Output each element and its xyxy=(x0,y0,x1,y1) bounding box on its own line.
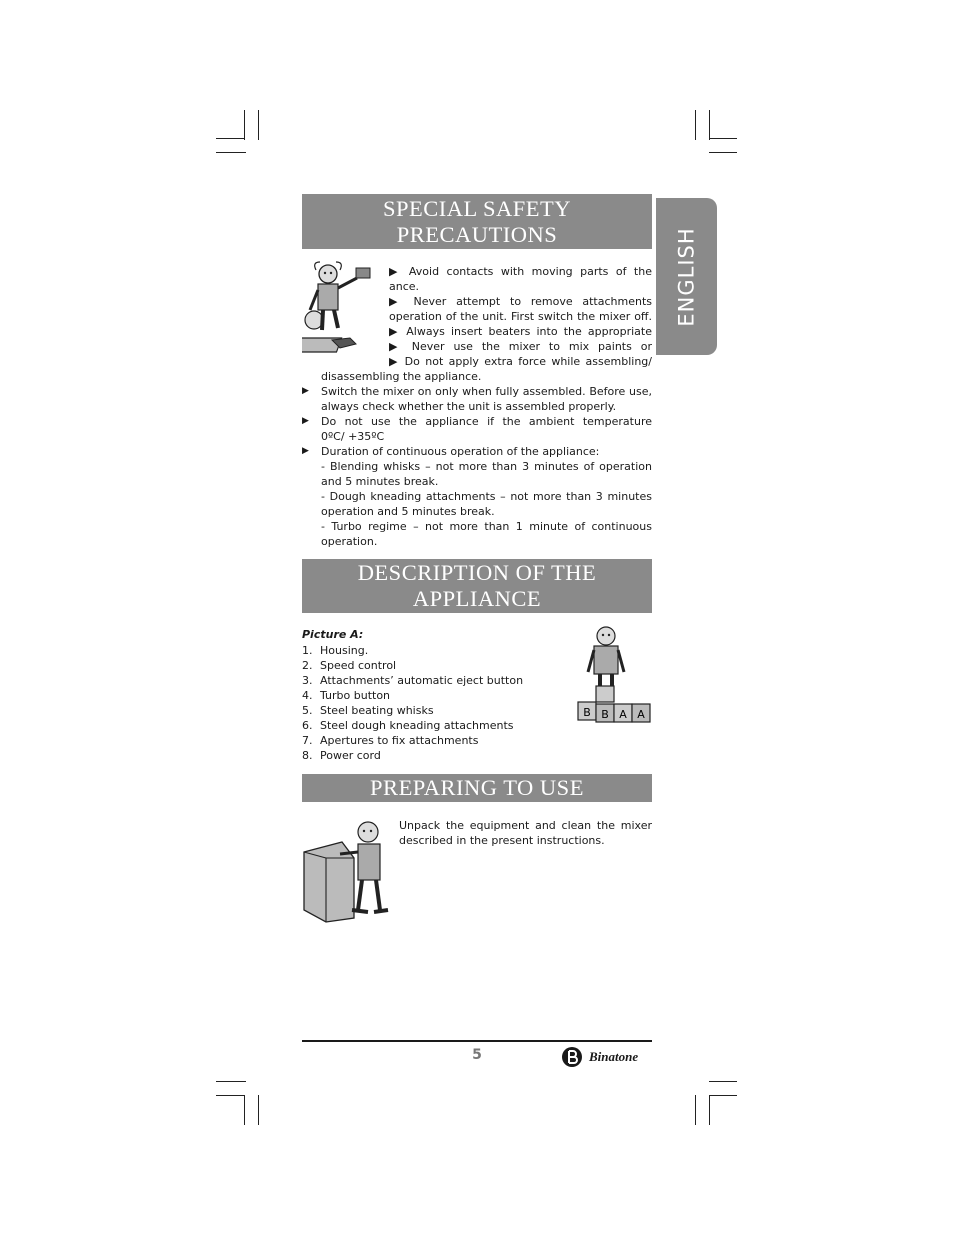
list-text: Steel dough kneading attachments xyxy=(320,719,514,732)
duration-line: - Dough kneading attachments – not more than 3 minutes xyxy=(321,490,652,503)
triangle-bullet-icon: ▶ xyxy=(302,416,309,426)
bullet-text: Switch the mixer on only when fully assembled. Before use, xyxy=(321,385,652,398)
section-banner-preparing xyxy=(302,774,652,802)
crop-mark xyxy=(709,1095,737,1096)
duration-line: operation. xyxy=(321,535,378,548)
safety-bullet xyxy=(302,414,652,444)
crop-mark xyxy=(244,1095,245,1125)
crop-mark xyxy=(258,1095,259,1125)
safety-line: ▶ Always insert beaters into the appropriate xyxy=(389,325,652,338)
crop-mark xyxy=(216,1081,246,1082)
language-tab xyxy=(656,198,717,355)
description-title-line2: APPLIANCE xyxy=(412,586,542,611)
crop-mark xyxy=(216,138,244,139)
safety-line: disassembling the appliance. xyxy=(321,370,482,383)
duration-line: and 5 minutes break. xyxy=(321,475,439,488)
list-text: Apertures to fix attachments xyxy=(320,734,479,747)
list-num: 5. xyxy=(302,704,313,717)
list-item xyxy=(302,688,523,703)
mechanic-illustration-icon xyxy=(302,260,387,365)
safety-line: ▶ Avoid contacts with moving parts of the xyxy=(389,265,652,278)
crop-mark xyxy=(216,152,246,153)
binatone-logo-icon xyxy=(560,1045,586,1069)
crop-mark xyxy=(258,110,259,140)
crop-mark xyxy=(709,1095,710,1125)
list-item xyxy=(302,718,523,733)
crop-mark xyxy=(709,138,737,139)
list-item xyxy=(302,658,523,673)
list-num: 1. xyxy=(302,644,313,657)
safety-bullet xyxy=(302,444,652,459)
list-item xyxy=(302,703,523,718)
block-letter: B xyxy=(601,708,609,721)
safety-line-continuation xyxy=(321,369,652,384)
safety-line: operation of the unit. First switch the mixer off. xyxy=(389,310,652,323)
list-item xyxy=(302,748,523,763)
block-letter: B xyxy=(583,706,591,719)
section-banner-safety xyxy=(302,194,652,249)
page-number: 5 xyxy=(472,1047,482,1063)
list-num: 4. xyxy=(302,689,313,702)
description-title-line1: DESCRIPTION OF THE xyxy=(357,560,597,585)
list-text: Power cord xyxy=(320,749,381,762)
preparing-title: PREPARING TO USE xyxy=(370,775,584,800)
list-text: Turbo button xyxy=(320,689,391,702)
footer-rule xyxy=(302,1040,652,1042)
list-item xyxy=(302,733,523,748)
safety-line: ▶ Never attempt to remove attachments xyxy=(389,295,652,308)
bullet-text: Duration of continuous operation of the appliance: xyxy=(321,445,600,458)
list-item xyxy=(302,673,523,688)
block-letter: A xyxy=(619,708,627,721)
triangle-bullet-icon: ▶ xyxy=(302,446,309,456)
bullet-text: 0ºC/ +35ºC xyxy=(321,430,385,443)
preparing-line: described in the present instructions. xyxy=(399,834,605,847)
duration-list xyxy=(321,459,652,549)
list-item xyxy=(302,643,523,658)
list-num: 8. xyxy=(302,749,313,762)
list-num: 2. xyxy=(302,659,313,672)
crop-mark xyxy=(709,110,710,140)
unpacking-illustration-icon xyxy=(302,818,397,928)
list-text: Steel beating whisks xyxy=(320,704,434,717)
crop-mark xyxy=(695,1095,696,1125)
safety-title-line1: SPECIAL SAFETY xyxy=(382,195,572,221)
list-text: Attachments’ automatic eject button xyxy=(320,674,524,687)
bullet-text: always check whether the unit is assembled properly. xyxy=(321,400,617,413)
section-banner-description xyxy=(302,559,652,613)
language-tab-label: ENGLISH xyxy=(674,226,699,327)
list-num: 3. xyxy=(302,674,313,687)
crop-mark xyxy=(244,110,245,140)
triangle-bullet-icon: ▶ xyxy=(302,386,309,396)
brand-logo xyxy=(560,1043,655,1071)
list-text: Speed control xyxy=(320,659,397,672)
list-text: Housing. xyxy=(320,644,369,657)
list-num: 7. xyxy=(302,734,313,747)
safety-wrapped-text xyxy=(389,264,652,369)
character-on-blocks-illustration-icon xyxy=(574,624,654,728)
duration-line: - Turbo regime – not more than 1 minute of continuous xyxy=(321,520,652,533)
safety-title-line2: PRECAUTIONS xyxy=(396,221,558,247)
bullet-text: Do not use the appliance if the ambient temperature xyxy=(321,415,652,428)
brand-name: Binatone xyxy=(589,1049,639,1064)
duration-line: operation and 5 minutes break. xyxy=(321,505,495,518)
crop-mark xyxy=(695,110,696,140)
duration-line: - Blending whisks – not more than 3 minutes of operation xyxy=(321,460,652,473)
block-letter: A xyxy=(637,708,645,721)
preparing-text xyxy=(399,818,652,848)
preparing-line: Unpack the equipment and clean the mixer xyxy=(399,819,652,832)
crop-mark xyxy=(709,152,737,153)
safety-line: ▶ Never use the mixer to mix paints or xyxy=(389,340,652,353)
crop-mark xyxy=(709,1081,737,1082)
safety-bullet xyxy=(302,384,652,414)
picture-label: Picture A: xyxy=(302,628,364,641)
list-num: 6. xyxy=(302,719,313,732)
parts-list xyxy=(302,643,523,763)
crop-mark xyxy=(216,1095,244,1096)
safety-line: ance. xyxy=(389,280,420,293)
safety-line: ▶ Do not apply extra force while assembling/ xyxy=(389,355,652,368)
